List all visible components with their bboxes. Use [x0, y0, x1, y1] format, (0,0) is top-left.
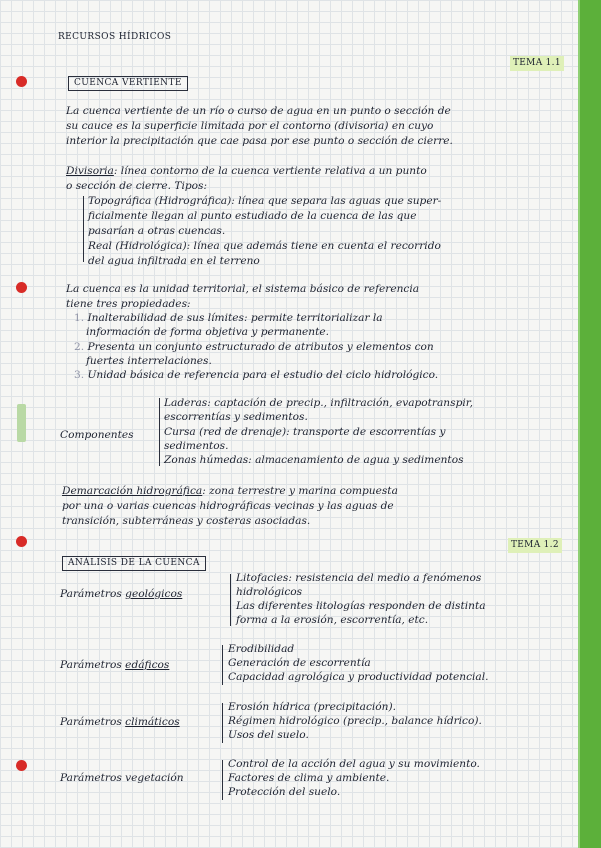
demarcacion-term: Demarcación hidrográfica: [62, 485, 203, 497]
componente-line: Cursa (red de drenaje): transporte de escorrentías y: [164, 426, 446, 438]
parametros-word: Parámetros: [60, 772, 126, 784]
parametro-item: Protección del suelo.: [228, 786, 341, 798]
parametros-edaficos-label: [60, 658, 169, 673]
componente-line: escorrentías y sedimentos.: [164, 411, 308, 423]
bracket: [83, 196, 84, 262]
property-number: 1.: [74, 312, 85, 324]
componente-line: sedimentos.: [164, 440, 229, 452]
parametro-item: Régimen hidrológico (precip., balance hídrico).: [228, 715, 482, 727]
parametro-item: Erodibilidad: [228, 643, 295, 655]
bracket: [159, 398, 160, 466]
parametros-term: edáficos: [125, 659, 170, 671]
bracket: [222, 703, 223, 743]
section-heading-2: ANÁLISIS DE LA CUENCA: [62, 556, 206, 571]
parametro-item: hidrológicos: [236, 586, 303, 598]
parametros-term: geológicos: [125, 588, 183, 600]
divisoria-term: Divisoria: [66, 165, 114, 177]
definition-line: La cuenca vertiente de un río o curso de agua en un punto o sección de: [66, 105, 451, 117]
property-text: fuertes interrelaciones.: [86, 355, 212, 367]
divisoria-type-line: del agua infiltrada en el terreno: [88, 255, 260, 267]
parametros-climaticos-label: [60, 715, 180, 730]
parametro-item: Factores de clima y ambiente.: [228, 772, 390, 784]
parametro-item: Capacidad agrológica y productividad potencial.: [228, 671, 489, 683]
parametro-item: forma a la erosión, escorrentía, etc.: [236, 614, 429, 626]
property-text: información de forma objetiva y permanente.: [86, 326, 329, 338]
punch-hole: [16, 536, 27, 547]
divisoria-type-line: pasarían a otras cuencas.: [88, 225, 226, 237]
parametro-item: Las diferentes litologías responden de distinta: [236, 600, 486, 612]
parametro-item: Erosión hídrica (precipitación).: [228, 701, 396, 713]
divisoria-type-line: Real (Hidrológica): línea que además tiene en cuenta el recorrido: [88, 240, 441, 252]
parametro-item: Control de la acción del agua y su movimiento.: [228, 758, 480, 770]
demarcacion-line: [62, 484, 398, 499]
tab-marker: [17, 404, 26, 442]
punch-hole: [16, 282, 27, 293]
property-text: Inalterabilidad de sus límites: permite territorializar la: [87, 312, 383, 324]
punch-hole: [16, 76, 27, 87]
bracket: [222, 760, 223, 800]
property-item: [74, 340, 434, 355]
parametros-vegetacion-label: [60, 771, 184, 786]
parametros-term: vegetación: [125, 772, 184, 784]
demarcacion-line: transición, subterráneas y costeras asociadas.: [62, 515, 311, 527]
property-text: Presenta un conjunto estructurado de atributos y elementos con: [87, 341, 434, 353]
section-heading-1: CUENCA VERTIENTE: [68, 76, 188, 91]
parametros-word: Parámetros: [60, 716, 126, 728]
componentes-label: Componentes: [60, 429, 134, 441]
bracket: [222, 645, 223, 685]
componente-line: Zonas húmedas: almacenamiento de agua y sedimentos: [164, 454, 464, 466]
componente-line: Laderas: captación de precip., infiltración, evapotranspir,: [164, 397, 474, 409]
demarcacion-line: por una o varias cuencas hidrográficas vecinas y las aguas de: [62, 500, 394, 512]
parametros-term: climáticos: [125, 716, 180, 728]
divisoria-type-line: Topográfica (Hidrográfica): línea que separa las aguas que super-: [88, 195, 442, 207]
bracket: [230, 574, 231, 626]
topic-tag-1: TEMA 1.1: [510, 56, 564, 71]
page-title: RECURSOS HÍDRICOS: [58, 32, 172, 42]
divisoria-definition: : línea contorno de la cuenca vertiente relativa a un punto: [113, 165, 427, 177]
parametro-item: Litofacies: resistencia del medio a fenómenos: [236, 572, 482, 584]
parametro-item: Generación de escorrentía: [228, 657, 371, 669]
parametros-word: Parámetros: [60, 588, 126, 600]
property-number: 2.: [74, 341, 85, 353]
divisoria-line: [66, 164, 427, 179]
property-text: Unidad básica de referencia para el estudio del ciclo hidrológico.: [87, 369, 439, 381]
binder-edge: [580, 0, 601, 848]
unidad-line: tiene tres propiedades:: [66, 298, 191, 310]
binder-edge-highlight: [578, 0, 580, 848]
property-number: 3.: [74, 369, 85, 381]
parametro-item: Usos del suelo.: [228, 729, 309, 741]
property-item: [74, 368, 438, 383]
topic-tag-2: TEMA 1.2: [508, 538, 562, 553]
demarcacion-definition: : zona terrestre y marina compuesta: [202, 485, 398, 497]
punch-hole: [16, 760, 27, 771]
definition-line: interior la precipitación que cae pasa por ese punto o sección de cierre.: [66, 135, 453, 147]
divisoria-type-line: ficialmente llegan al punto estudiado de la cuenca de las que: [88, 210, 417, 222]
parametros-geologicos-label: [60, 587, 182, 602]
unidad-line: La cuenca es la unidad territorial, el sistema básico de referencia: [66, 283, 420, 295]
definition-line: su cauce es la superficie limitada por el contorno (divisoria) en cuyo: [66, 120, 434, 132]
parametros-word: Parámetros: [60, 659, 126, 671]
divisoria-line: o sección de cierre. Tipos:: [66, 180, 208, 192]
property-item: [74, 311, 383, 326]
